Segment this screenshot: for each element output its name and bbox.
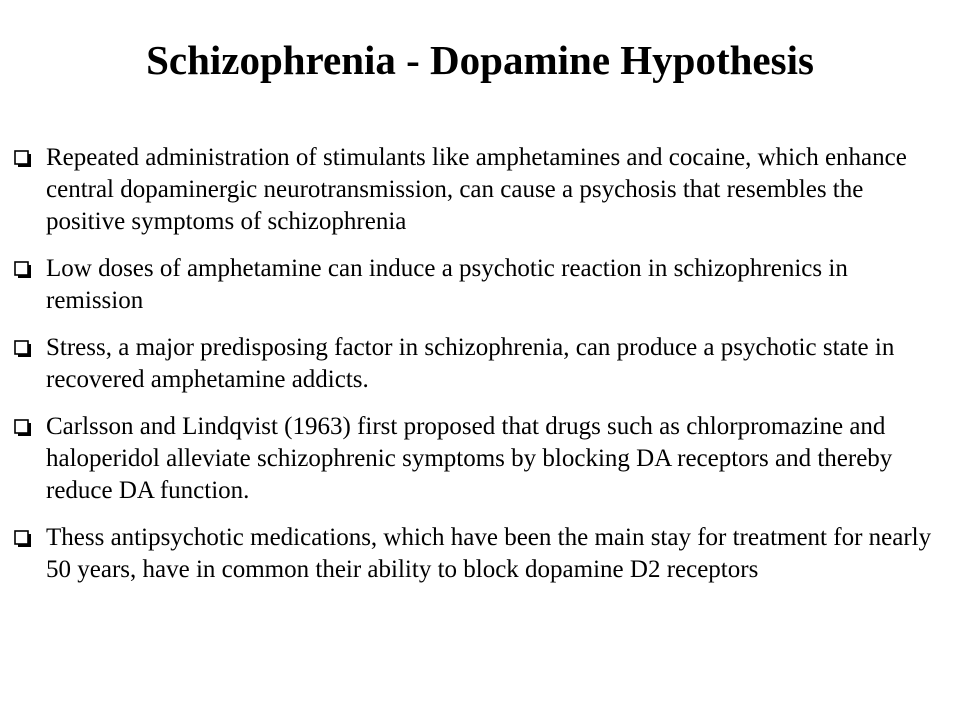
bullet-text: Carlsson and Lindqvist (1963) first proposed that drugs such as chlorpromazine and haloperidol alleviate schizophrenic symptoms by blocking DA receptors and thereby reduce DA function. — [46, 413, 893, 504]
checkbox-square-icon — [14, 261, 32, 279]
bullet-text: Stress, a major predisposing factor in schizophrenia, can produce a psychotic state in recovered amphetamine addicts. — [46, 334, 895, 393]
bullet-item — [14, 522, 944, 586]
checkbox-square-icon — [14, 419, 32, 437]
bullet-list — [14, 142, 944, 601]
checkbox-square-icon — [14, 530, 32, 548]
bullet-item — [14, 332, 944, 396]
slide-title: Schizophrenia - Dopamine Hypothesis — [146, 37, 814, 83]
bullet-text: Thess antipsychotic medications, which have been the main stay for treatment for nearly 50 years, have in common their ability to block dopamine D2 receptors — [46, 524, 932, 583]
bullet-item — [14, 253, 944, 317]
bullet-item — [14, 142, 944, 238]
bullet-text: Low doses of amphetamine can induce a psychotic reaction in schizophrenics in remission — [46, 255, 848, 314]
checkbox-square-icon — [14, 340, 32, 358]
checkbox-square-icon — [14, 150, 32, 168]
bullet-item — [14, 411, 944, 507]
bullet-text: Repeated administration of stimulants like amphetamines and cocaine, which enhance central dopaminergic neurotransmission, can cause a psychosis that resembles the positive symptoms of schizophrenia — [46, 144, 907, 235]
